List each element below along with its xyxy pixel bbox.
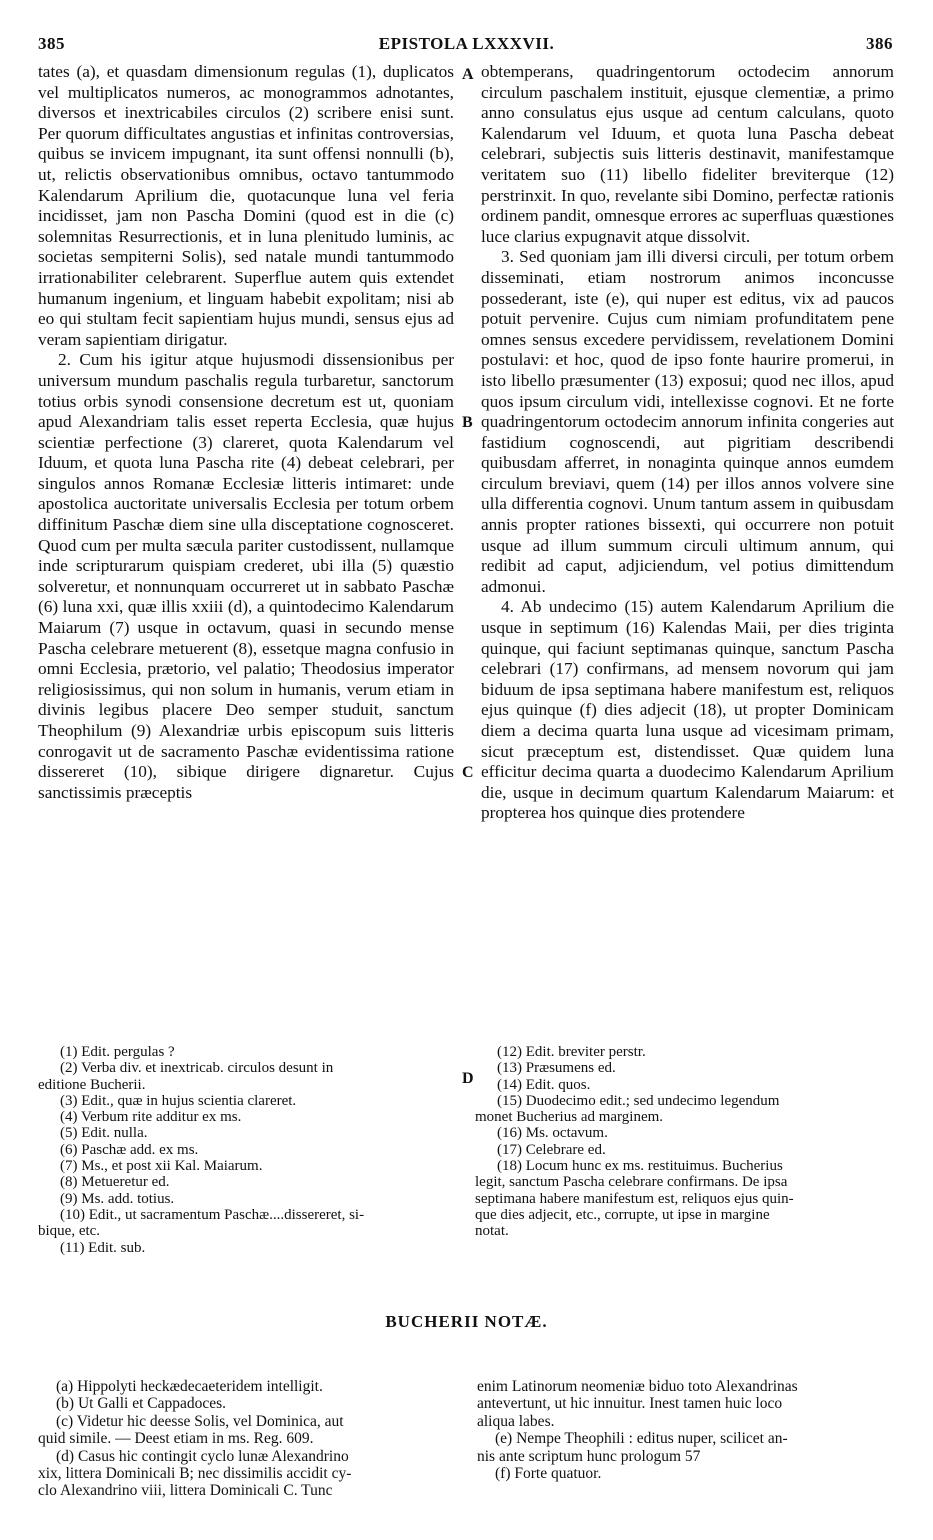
note: antevertunt, ut hic innuitur. Inest tamen huic loco <box>477 1395 783 1413</box>
footnote: (4) Verbum rite additur ex ms. <box>60 1109 242 1126</box>
footnote: que dies adjecit, etc., corrupte, ut ipse in margine <box>475 1206 770 1223</box>
footnote: (5) Edit. nulla. <box>60 1125 148 1142</box>
footnote: legit, sanctum Pascha celebrare confirmans. De ipsa <box>475 1174 788 1191</box>
running-title: EPISTOLA LXXXVII. <box>378 34 555 53</box>
footnotes-right <box>475 1044 895 1240</box>
note: clo Alexandrino viii, littera Dominicali C. Tunc <box>38 1482 333 1500</box>
footnote: septimana habere manifestum est, reliquos ejus quin- <box>475 1190 794 1207</box>
footnote: (7) Ms., et post xii Kal. Maiarum. <box>60 1158 263 1175</box>
paragraph: 4. Ab undecimo (15) autem Kalendarum Aprilium die usque in septimum (16) Kalendas Maii, per dies triginta quinque, qui faciunt septimanas quinque, sanctum Pascha celebrari (17) confirmans, ad mensem novorum qui jam biduum de ipsa septimana habere manifestum est, reliquos ejus quinque (f) dies adjecit (18), ut propter Dominicam diem a decima quarta luna usque ad vicesimam primam, sicut præceptum est, distendisset. Quæ quidem luna efficitur decima quarta a duodecimo Kalendarum Aprilium die, usque in decimum quartum Kalendarum Maiarum: et propterea hos quinque dies protendere <box>481 597 894 823</box>
footnote: monet Bucherius ad marginem. <box>475 1109 664 1126</box>
footnote: (12) Edit. breviter perstr. <box>497 1044 646 1060</box>
notes-title: BUCHERII NOTÆ. <box>385 1312 548 1331</box>
page-number-left: 385 <box>38 34 65 53</box>
bucherius-notes-left <box>38 1378 456 1500</box>
main-column-right <box>481 62 894 824</box>
footnote: (14) Edit. quos. <box>497 1076 591 1093</box>
footnote: bique, etc. <box>38 1223 101 1240</box>
footnotes-left <box>38 1044 456 1256</box>
margin-letter-c: C <box>462 764 474 781</box>
bucherius-notes-right <box>477 1378 895 1482</box>
margin-letter-d: D <box>462 1070 474 1087</box>
footnote: (10) Edit., ut sacramentum Paschæ....dissereret, si- <box>60 1206 365 1223</box>
footnote: (9) Ms. add. totius. <box>60 1190 175 1207</box>
margin-letter-b: B <box>462 414 473 431</box>
note: xix, littera Dominicali B; nec dissimilis accidit cy- <box>38 1465 352 1483</box>
main-column-left <box>38 62 454 803</box>
page-number-right: 386 <box>866 34 893 53</box>
note: aliqua labes. <box>477 1412 555 1430</box>
note: (f) Forte quatuor. <box>495 1465 602 1483</box>
paragraph: tates (a), et quasdam dimensionum regulas (1), duplicatos vel multiplicatos numeros, ac monogrammos adnotantes, diversos et inextricabiles circulos (2) scribere enisi sunt. Per quorum difficultates angustias et infinitas controversias, quibus se invicem impugnant, ita sunt offensi nonnulli (b), ut, relictis observationibus omnibus, octavo tantummodo Kalendarum Aprilium die, quotacunque luna vel feria incidisset, jam non Pascha Domini (quod est in die (c) solemnitas Resurrectionis, et in luna plenitudo luminis, ac societas sempiterni Solis), sed natale mundi tantummodo irrationabiliter celebrarent. Superflue autem quis extendet humanum ingenium, et linguam habebit expolitam; nisi ab eo qui stultam fecit sapientiam hujus mundi, sensus ejus ad veram sapientiam dirigatur. <box>38 62 454 349</box>
note: (e) Nempe Theophili : editus nuper, scilicet an- <box>495 1430 788 1448</box>
footnote: (6) Paschæ add. ex ms. <box>60 1141 199 1158</box>
footnote: (13) Præsumens ed. <box>497 1060 616 1077</box>
note: nis ante scriptum hunc prologum 57 <box>477 1447 701 1465</box>
note: (c) Videtur hic deesse Solis, vel Dominica, aut <box>56 1412 344 1430</box>
footnote: (1) Edit. pergulas ? <box>60 1044 175 1060</box>
footnote: (2) Verba div. et inextricab. circulos desunt in <box>60 1060 334 1077</box>
footnote: (8) Metueretur ed. <box>60 1174 170 1191</box>
footnote: (18) Locum hunc ex ms. restituimus. Bucherius <box>497 1158 783 1175</box>
footnote: (3) Edit., quæ in hujus scientia clareret. <box>60 1092 297 1109</box>
paragraph: 2. Cum his igitur atque hujusmodi dissensionibus per universum mundum paschalis regula turbaretur, sanctorum totius orbis synodi consensione decretum est ut, quoniam apud Alexandriam talis esset reperta Ecclesia, quæ hujus scientiæ perfectione (3) clareret, quota Kalendarum vel Iduum, et quota luna Pascha rite (4) debeat celebrari, per singulos annos Romanæ Ecclesiæ litteris intimaret: unde apostolica auctoritate universalis Ecclesia per totum orbem diffinitum Paschæ diem sine ulla disceptatione cognosceret. Quod cum per multa sæcula pariter custodissent, nullamque inde scripturarum quispiam crederet, ubi illa (5) quæstio solveretur, et nonnunquam occurreret ut in sabbato Paschæ (6) luna xxi, quæ illis xxiii (d), a quintodecimo Kalendarum Maiarum (7) usque in octavum, quasi in secundo mense Pascha celebrare metuerent (8), essetque magna confusio in omni Ecclesia, prætorio, vel palatio; Theodosius imperator religiosissimus, qui non solum in humanis, verum etiam in divinis legibus placere Deo semper studuit, sanctum Theophilum (9) Alexandriæ urbis episcopum suis litteris conrogavit ut de sacramento Paschæ evidentissima ratione dissereret (10), sibique dirigere dignaretur. Cujus sanctissimis præceptis <box>38 350 454 802</box>
footnote: notat. <box>475 1223 509 1240</box>
note: (a) Hippolyti heckædecaeteridem intelligit. <box>56 1378 323 1395</box>
footnote: editione Bucherii. <box>38 1076 146 1093</box>
note: quid simile. — Deest etiam in ms. Reg. 609. <box>38 1430 314 1448</box>
footnote: (11) Edit. sub. <box>60 1239 146 1256</box>
note: (b) Ut Galli et Cappadoces. <box>56 1395 227 1413</box>
footnote: (16) Ms. octavum. <box>497 1125 608 1142</box>
footnote: (15) Duodecimo edit.; sed undecimo legendum <box>497 1092 780 1109</box>
note: enim Latinorum neomeniæ biduo toto Alexandrinas <box>477 1378 798 1395</box>
note: (d) Casus hic contingit cyclo lunæ Alexandrino <box>56 1447 349 1465</box>
footnote: (17) Celebrare ed. <box>497 1141 606 1158</box>
margin-letter-a: A <box>462 66 474 83</box>
paragraph: 3. Sed quoniam jam illi diversi circuli, per totum orbem disseminati, etiam nostrorum animos inconcusse possederant, iste (e), qui nuper est editus, vix ad paucos potuit pervenire. Cujus cum nimiam profunditatem pene omnes sensus excedere pervidissem, revelationem Domini postulavi: et hoc, quod de ipso fonte haurire promerui, in isto libello præsumenter (13) exposui; quod nec illos, apud quos ipsum circulum vidi, intellexisse cognovi. Et ne forte quadringentorum octodecim annorum infinita congeries aut fastidium cognoscendi, aut pigritiam describendi quibusdam afferret, in nonaginta quinque annos eumdem circulum breviavi, quem (14) per illos annos volvere sine ulla differentia cognovi. Unum tantum assem in quibusdam annis propter rationes bissexti, qui occurrere non potuit usque ad illum summum circuli ultimum annum, qui redibit ad caput, adjiciendum, vel potius dimittendum admonui. <box>481 247 894 596</box>
paragraph: obtemperans, quadringentorum octodecim annorum circulum paschalem instituit, ejusque clementiæ, a primo anno consulatus ejus usque ad centum calculans, quoto Kalendarum vel Iduum, et quota luna Pascha debeat celebrari, subjectis suis litteris destinavit, manifestamque veritatem suo (11) libello fideliter breviterque (12) perstrinxit. In quo, revelante sibi Domino, perfectæ rationis ordinem pandit, omnesque errores ac superfluas quæstiones luce clarius expugnavit atque dissolvit. <box>481 62 894 246</box>
